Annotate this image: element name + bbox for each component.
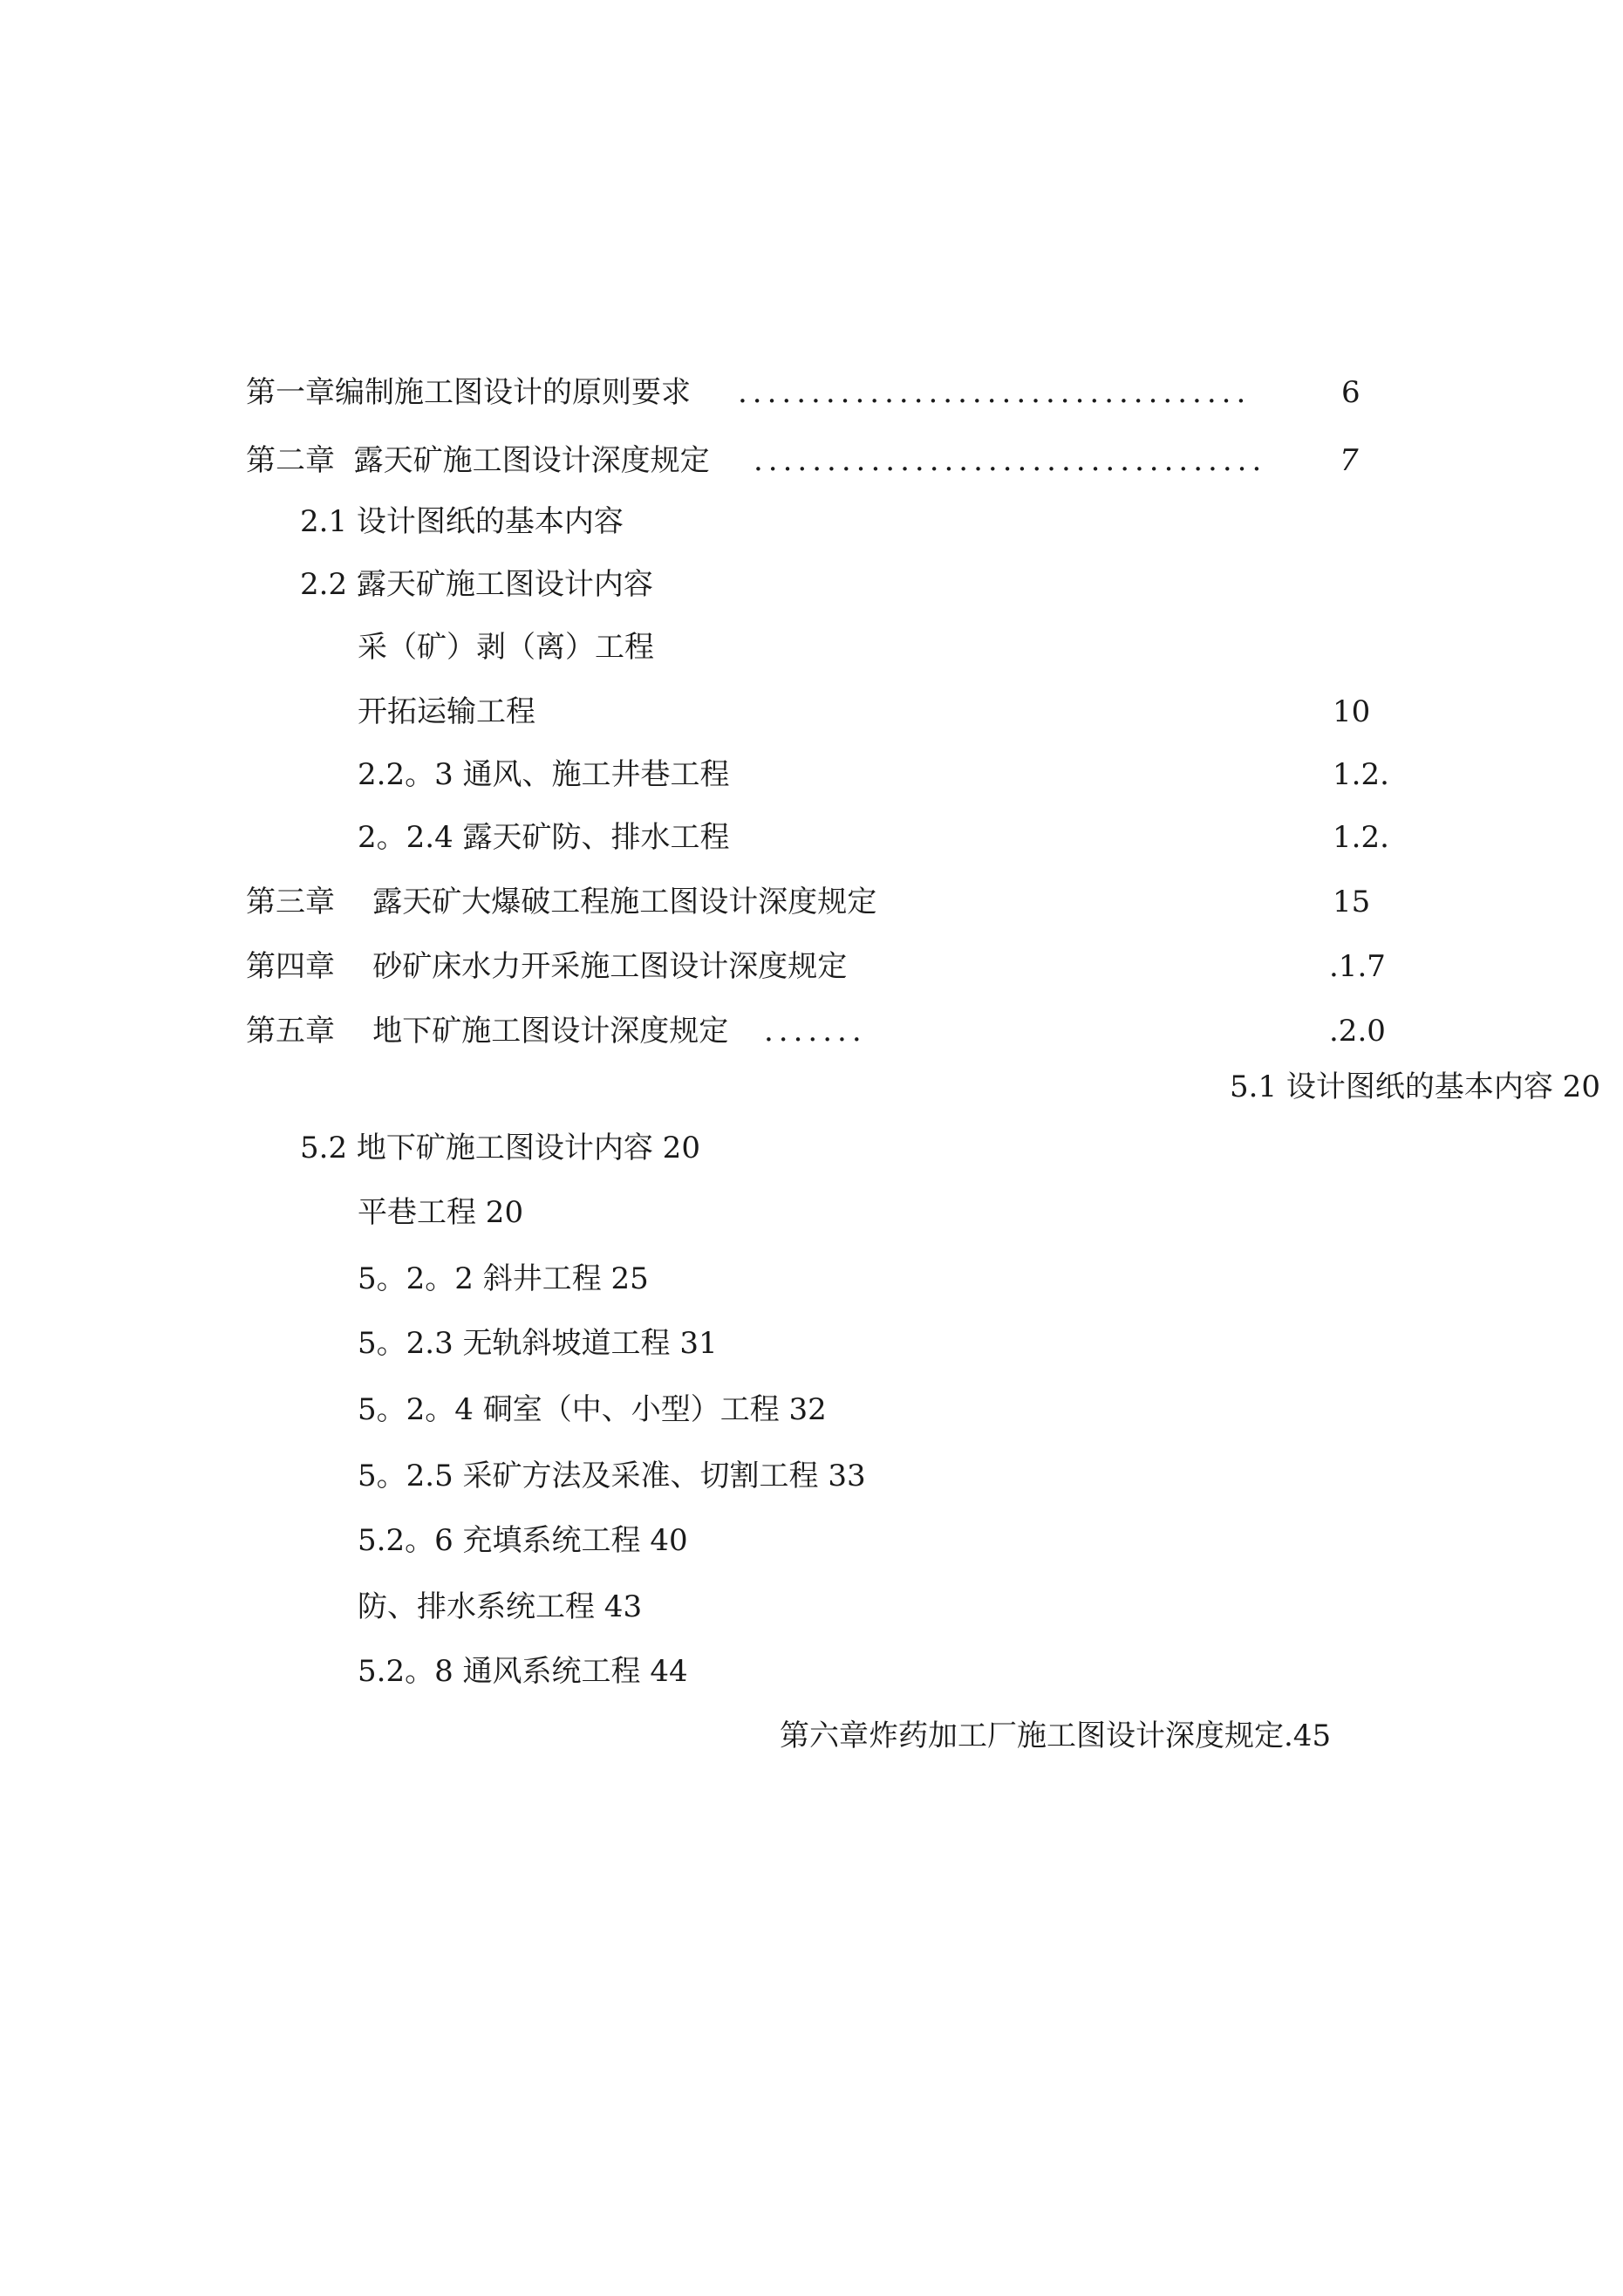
- toc-section-2-2-2: 开拓运输工程: [358, 694, 535, 729]
- toc-section-2-2-4: 2。2.4 露天矿防、排水工程: [358, 820, 730, 855]
- toc-section-2-2: 2.2 露天矿施工图设计内容: [300, 567, 653, 602]
- toc-section-5-2-3: 5。2.3 无轨斜坡道工程 31: [358, 1326, 718, 1361]
- toc-section-2-2-4-page: 1.2.: [1333, 820, 1389, 855]
- toc-chapter-3-page: 15: [1333, 885, 1371, 919]
- toc-section-5-2-4: 5。2。4 硐室（中、小型）工程 32: [358, 1392, 827, 1427]
- toc-section-2-2-3-page: 1.2.: [1333, 757, 1389, 792]
- toc-section-5-2-8: 5.2。8 通风系统工程 44: [358, 1654, 688, 1689]
- toc-chapter-4-page: .1.7: [1329, 949, 1386, 984]
- toc-chapter-1-leader: ...................................: [738, 375, 1251, 410]
- toc-section-5-1: 5.1 设计图纸的基本内容 20: [1230, 1069, 1600, 1104]
- toc-chapter-2-page: 7: [1340, 443, 1359, 478]
- toc-chapter-5-leader: .......: [764, 1014, 867, 1049]
- toc-section-2-2-2-page: 10: [1333, 694, 1371, 729]
- toc-section-5-2-7: 防、排水系统工程 43: [358, 1589, 643, 1624]
- toc-chapter-4-title: 第四章 砂矿床水力开采施工图设计深度规定: [246, 949, 848, 984]
- toc-section-5-2-5: 5。2.5 采矿方法及采准、切割工程 33: [358, 1459, 866, 1493]
- toc-section-2-1: 2.1 设计图纸的基本内容: [300, 504, 624, 539]
- toc-chapter-5-page: .2.0: [1329, 1014, 1386, 1049]
- toc-section-5-2-2: 5。2。2 斜井工程 25: [358, 1261, 649, 1296]
- toc-section-2-2-1: 采（矿）剥（离）工程: [358, 630, 654, 665]
- toc-chapter-2-title: 第二章 露天矿施工图设计深度规定: [246, 443, 710, 478]
- toc-section-5-2-1: 平巷工程 20: [358, 1195, 524, 1230]
- toc-section-5-2-6: 5.2。6 充填系统工程 40: [358, 1523, 688, 1558]
- toc-chapter-5-title: 第五章 地下矿施工图设计深度规定: [246, 1014, 729, 1049]
- toc-section-5-2: 5.2 地下矿施工图设计内容 20: [300, 1131, 700, 1165]
- toc-chapter-6-title: 第六章炸药加工厂施工图设计深度规定.45: [780, 1719, 1332, 1753]
- toc-chapter-2-leader: ...................................: [754, 443, 1267, 478]
- toc-chapter-3-title: 第三章 露天矿大爆破工程施工图设计深度规定: [246, 885, 877, 919]
- toc-chapter-1-title: 第一章编制施工图设计的原则要求: [246, 375, 691, 410]
- toc-section-2-2-3: 2.2。3 通风、施工井巷工程: [358, 757, 730, 792]
- toc-chapter-1-page: 6: [1341, 375, 1360, 410]
